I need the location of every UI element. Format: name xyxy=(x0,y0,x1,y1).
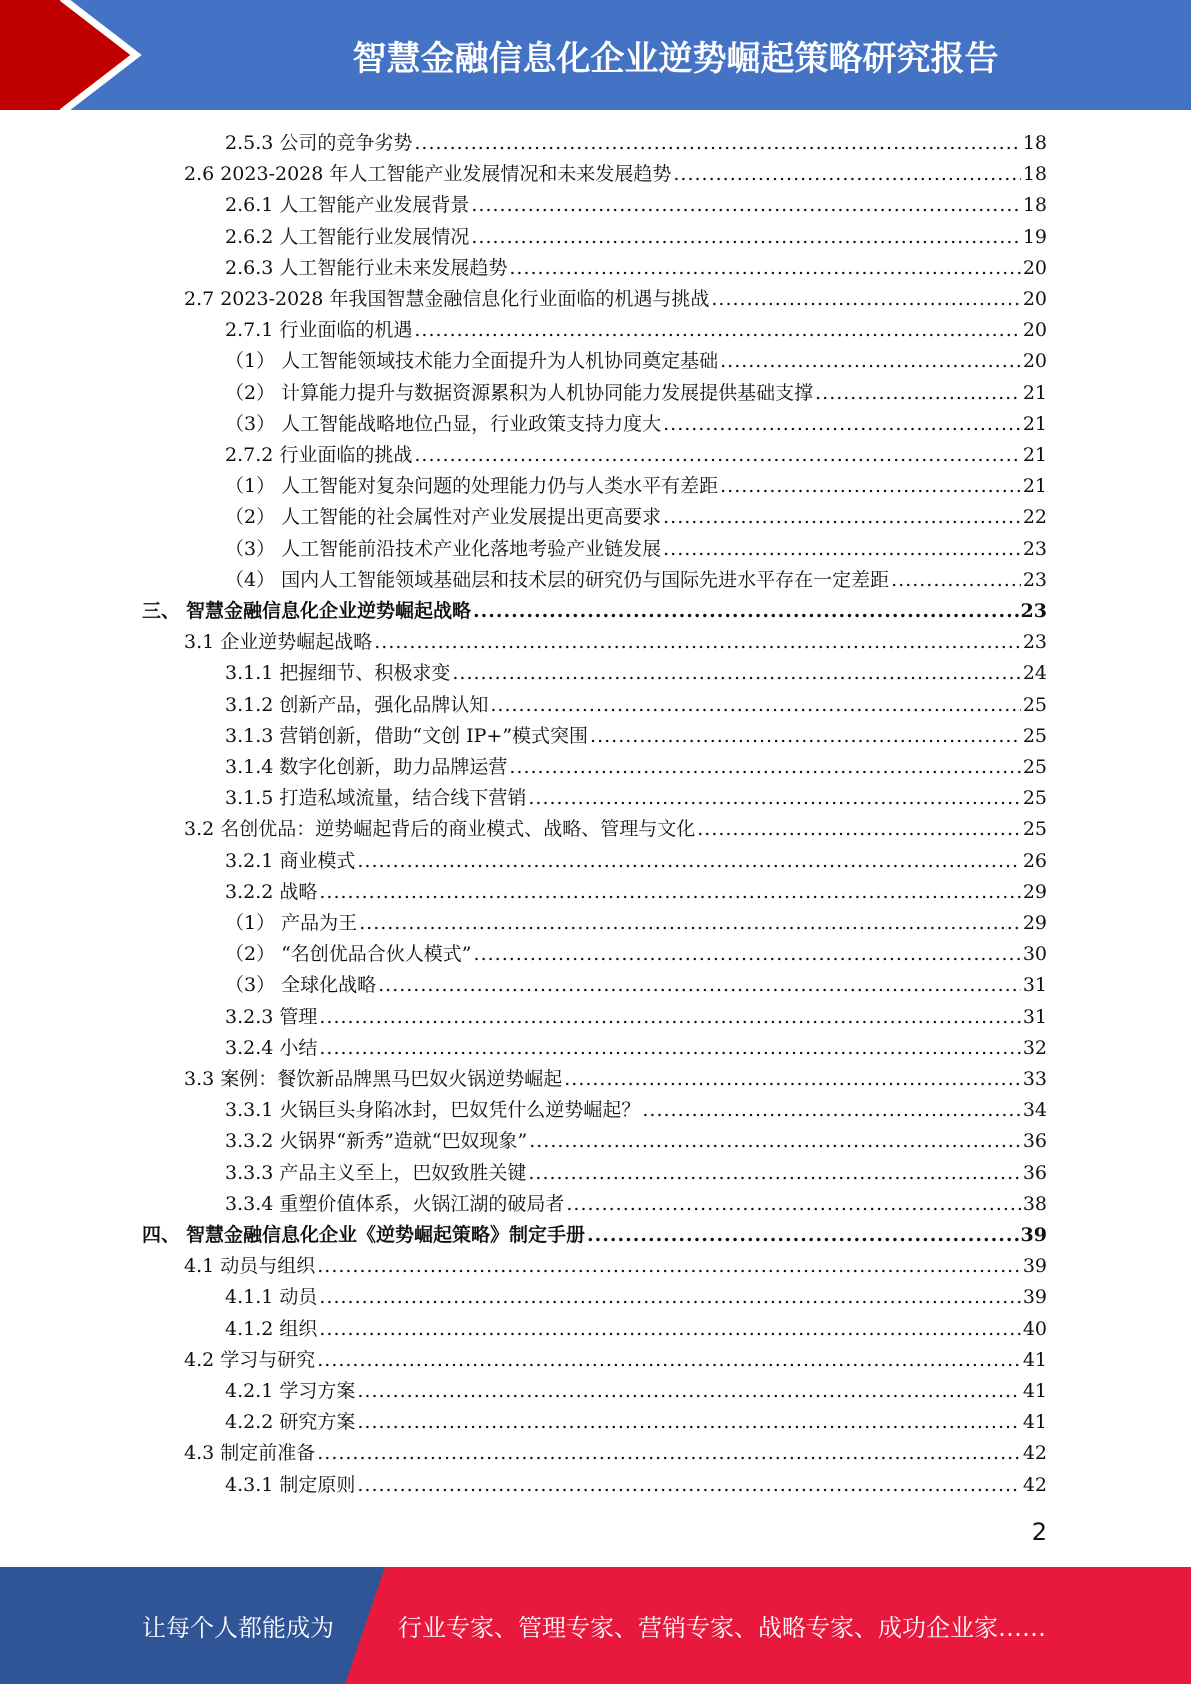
toc-entry[interactable] xyxy=(225,658,1047,689)
toc-entry-number: （1） xyxy=(225,350,276,373)
toc-entry-number: （2） xyxy=(225,943,276,966)
toc-entry-page: 23 xyxy=(1020,600,1047,622)
toc-entry-title: 制定原则 xyxy=(279,1473,356,1496)
toc-entry[interactable] xyxy=(225,190,1047,221)
toc-dot-leader xyxy=(564,1064,1021,1095)
toc-entry-page: 18 xyxy=(1022,163,1047,186)
toc-entry-number: （2） xyxy=(225,381,276,404)
toc-entry-title: 人工智能行业发展情况 xyxy=(279,225,470,248)
toc-entry-page: 25 xyxy=(1022,818,1047,841)
toc-entry-title: 小结 xyxy=(279,1036,318,1059)
footer-slogan-left: 让每个人都能成为 xyxy=(142,1614,334,1642)
toc-entry-number: 4.1 xyxy=(184,1255,215,1278)
toc-entry-page: 39 xyxy=(1022,1255,1047,1278)
toc-entry-page: 40 xyxy=(1022,1317,1047,1340)
toc-dot-leader xyxy=(319,877,1020,908)
toc-dot-leader xyxy=(357,1407,1020,1438)
toc-entry-page: 39 xyxy=(1022,1286,1047,1309)
toc-entry-title: 人工智能战略地位凸显，行业政策支持力度大 xyxy=(281,412,662,435)
toc-entry-page: 41 xyxy=(1022,1380,1047,1402)
toc-entry-page: 36 xyxy=(1022,1161,1047,1184)
toc-entry-number: （3） xyxy=(225,537,276,560)
toc-entry-number: 3.2 xyxy=(184,818,215,841)
toc-entry-number: 3.3.2 xyxy=(225,1130,274,1153)
toc-dot-leader xyxy=(471,222,1020,253)
toc-entry-number: 三、 xyxy=(142,600,181,622)
toc-entry[interactable] xyxy=(184,1438,1047,1469)
toc-entry[interactable] xyxy=(142,596,1047,627)
toc-entry-title: 企业逆势崛起战略 xyxy=(220,631,373,654)
toc-entry-page: 19 xyxy=(1022,225,1047,248)
toc-entry[interactable] xyxy=(225,721,1047,752)
toc-entry[interactable] xyxy=(225,877,1047,908)
page-header xyxy=(0,0,1191,110)
toc-dot-leader xyxy=(317,1251,1021,1282)
toc-entry-title: 组织 xyxy=(279,1317,318,1340)
toc-dot-leader xyxy=(414,315,1020,346)
toc-entry-page: 30 xyxy=(1022,943,1047,966)
toc-entry-page: 39 xyxy=(1020,1224,1047,1246)
toc-entry[interactable] xyxy=(225,939,1047,970)
toc-entry-number: 3.3.1 xyxy=(225,1099,274,1122)
toc-entry-number: 3.1 xyxy=(184,631,215,654)
toc-entry-page: 36 xyxy=(1022,1130,1047,1153)
toc-entry[interactable] xyxy=(225,222,1047,253)
toc-entry-page: 41 xyxy=(1022,1348,1047,1371)
toc-entry[interactable] xyxy=(225,908,1047,939)
toc-dot-leader xyxy=(319,1002,1020,1033)
toc-entry-title: 火锅巨头身陷冰封，巴奴凭什么逆势崛起？ xyxy=(279,1099,641,1122)
toc-entry-title: 研究方案 xyxy=(279,1411,356,1434)
toc-entry-page: 42 xyxy=(1022,1442,1047,1465)
page-number: 2 xyxy=(1031,1518,1047,1546)
toc-dot-leader xyxy=(663,409,1021,440)
toc-entry[interactable] xyxy=(225,970,1047,1001)
toc-entry[interactable] xyxy=(225,346,1047,377)
toc-entry[interactable] xyxy=(142,1220,1047,1251)
toc-entry-title: “名创优品合伙人模式” xyxy=(281,943,472,966)
footer-slogan-right: 行业专家、管理专家、营销专家、战略专家、成功企业家…… xyxy=(398,1614,1046,1642)
toc-dot-leader xyxy=(566,1189,1020,1220)
red-chevron-icon xyxy=(0,0,160,110)
toc-entry-title: 人工智能产业发展背景 xyxy=(279,194,470,217)
toc-entry-page: 21 xyxy=(1022,412,1047,435)
toc-entry[interactable] xyxy=(225,690,1047,721)
toc-entry-title: 智慧金融信息化企业《逆势崛起策略》制定手册 xyxy=(186,1224,586,1246)
toc-entry-title: 打造私域流量，结合线下营销 xyxy=(279,787,527,810)
toc-entry-number: （4） xyxy=(225,568,276,591)
toc-entry[interactable] xyxy=(225,128,1047,159)
toc-dot-leader xyxy=(590,721,1021,752)
toc-entry-number: 2.7.1 xyxy=(225,319,274,342)
toc-entry-title: 重塑价值体系，火锅江湖的破局者 xyxy=(279,1192,565,1215)
toc-entry-number: 2.7.2 xyxy=(225,444,274,466)
toc-entry[interactable] xyxy=(225,378,1047,409)
page-footer xyxy=(0,1567,1191,1684)
toc-entry-title: 行业面临的挑战 xyxy=(279,444,413,466)
toc-entry-title: 2023-2028 年我国智慧金融信息化行业面临的机遇与挑战 xyxy=(220,288,710,310)
toc-dot-leader xyxy=(414,128,1020,159)
toc-entry-title: 管理 xyxy=(279,1005,318,1028)
toc-entry-number: 2.6.1 xyxy=(225,194,274,217)
toc-entry-title: 动员 xyxy=(279,1286,318,1309)
toc-dot-leader xyxy=(673,159,1020,190)
toc-dot-leader xyxy=(319,1282,1020,1313)
toc-entry-page: 23 xyxy=(1022,631,1047,654)
toc-dot-leader xyxy=(711,284,1020,315)
toc-dot-leader xyxy=(317,1438,1021,1469)
toc-entry[interactable] xyxy=(184,159,1047,190)
toc-entry[interactable] xyxy=(225,440,1047,471)
toc-dot-leader xyxy=(319,1033,1020,1064)
toc-entry[interactable] xyxy=(225,752,1047,783)
toc-entry-number: 4.2.1 xyxy=(225,1380,274,1402)
toc-entry-title: 国内人工智能领域基础层和技术层的研究仍与国际先进水平存在一定差距 xyxy=(281,568,890,591)
toc-entry-number: 2.5.3 xyxy=(225,132,274,154)
toc-entry-title: 制定前准备 xyxy=(220,1442,316,1465)
toc-dot-leader xyxy=(720,346,1021,377)
toc-dot-leader xyxy=(587,1220,1019,1251)
report-title: 智慧金融信息化企业逆势崛起策略研究报告 xyxy=(352,38,999,79)
toc-entry[interactable] xyxy=(225,471,1047,502)
toc-entry-title: 人工智能行业未来发展趋势 xyxy=(279,256,508,279)
toc-entry[interactable] xyxy=(225,1314,1047,1345)
toc-dot-leader xyxy=(509,253,1020,284)
toc-entry-page: 18 xyxy=(1022,132,1047,154)
toc-entry-number: 3.2.1 xyxy=(225,849,274,872)
toc-entry-title: 动员与组织 xyxy=(220,1255,316,1278)
toc-entry-page: 29 xyxy=(1022,912,1047,934)
toc-entry-number: 2.7 xyxy=(184,288,215,310)
toc-dot-leader xyxy=(357,846,1020,877)
toc-dot-leader xyxy=(452,658,1020,689)
toc-entry-page: 26 xyxy=(1022,849,1047,872)
toc-entry-page: 20 xyxy=(1022,350,1047,373)
toc-dot-leader xyxy=(357,1376,1020,1407)
toc-entry[interactable] xyxy=(225,1095,1047,1126)
toc-entry-title: 产品为王 xyxy=(281,912,358,934)
toc-entry-title: 人工智能对复杂问题的处理能力仍与人类水平有差距 xyxy=(281,475,719,498)
toc-entry-page: 24 xyxy=(1022,662,1047,685)
toc-dot-leader xyxy=(697,814,1021,845)
toc-dot-leader xyxy=(473,596,1019,627)
toc-entry-page: 18 xyxy=(1022,194,1047,217)
toc-entry-title: 全球化战略 xyxy=(281,974,377,997)
toc-entry-number: 4.2.2 xyxy=(225,1411,274,1434)
toc-entry-page: 25 xyxy=(1022,693,1047,716)
toc-entry-page: 25 xyxy=(1022,724,1047,747)
toc-entry-title: 2023-2028 年人工智能产业发展情况和未来发展趋势 xyxy=(220,163,672,186)
toc-dot-leader xyxy=(663,502,1021,533)
toc-dot-leader xyxy=(471,190,1020,221)
toc-dot-leader xyxy=(474,939,1021,970)
toc-entry-title: 案例：餐饮新品牌黑马巴奴火锅逆势崛起 xyxy=(220,1068,563,1090)
toc-entry[interactable] xyxy=(225,1376,1047,1407)
toc-entry[interactable] xyxy=(225,534,1047,565)
toc-entry-number: （3） xyxy=(225,974,276,997)
toc-entry[interactable] xyxy=(225,1033,1047,1064)
toc-dot-leader xyxy=(528,783,1020,814)
toc-entry-number: 3.2.3 xyxy=(225,1005,274,1028)
toc-entry-page: 38 xyxy=(1022,1192,1047,1215)
toc-entry-title: 公司的竞争劣势 xyxy=(279,132,413,154)
toc-entry-number: 4.2 xyxy=(184,1348,215,1371)
toc-entry-title: 数字化创新，助力品牌运营 xyxy=(279,756,508,778)
toc-entry-number: 4.3 xyxy=(184,1442,215,1465)
toc-entry[interactable] xyxy=(225,1470,1047,1501)
toc-entry[interactable] xyxy=(184,814,1047,845)
toc-dot-leader xyxy=(529,1126,1021,1157)
toc-entry-title: 学习与研究 xyxy=(220,1348,316,1371)
toc-dot-leader xyxy=(642,1095,1020,1126)
toc-entry-number: 3.3 xyxy=(184,1068,215,1090)
toc-entry[interactable] xyxy=(225,1189,1047,1220)
toc-dot-leader xyxy=(357,1470,1020,1501)
toc-entry-number: 3.1.2 xyxy=(225,693,274,716)
toc-entry-title: 人工智能前沿技术产业化落地考验产业链发展 xyxy=(281,537,662,560)
toc-entry-page: 20 xyxy=(1022,319,1047,342)
toc-entry-page: 21 xyxy=(1022,444,1047,466)
toc-entry-page: 31 xyxy=(1022,974,1047,997)
toc-dot-leader xyxy=(815,378,1021,409)
toc-entry-page: 22 xyxy=(1022,506,1047,529)
toc-entry-page: 34 xyxy=(1022,1099,1047,1122)
toc-entry-page: 41 xyxy=(1022,1411,1047,1434)
toc-entry[interactable] xyxy=(225,1407,1047,1438)
toc-dot-leader xyxy=(490,690,1020,721)
toc-entry-page: 21 xyxy=(1022,475,1047,498)
toc-entry-title: 创新产品，强化品牌认知 xyxy=(279,693,489,716)
toc-entry-page: 33 xyxy=(1022,1068,1047,1090)
toc-entry[interactable] xyxy=(225,846,1047,877)
toc-entry-number: 3.2.4 xyxy=(225,1036,274,1059)
toc-entry[interactable] xyxy=(225,1126,1047,1157)
toc-entry-number: 3.1.5 xyxy=(225,787,274,810)
toc-entry-title: 人工智能领域技术能力全面提升为人机协同奠定基础 xyxy=(281,350,719,373)
toc-dot-leader xyxy=(720,471,1021,502)
toc-entry-page: 25 xyxy=(1022,756,1047,778)
toc-entry-title: 行业面临的机遇 xyxy=(279,319,413,342)
toc-entry-title: 商业模式 xyxy=(279,849,356,872)
toc-entry-number: 3.1.1 xyxy=(225,662,274,685)
toc-dot-leader xyxy=(414,440,1020,471)
toc-entry[interactable] xyxy=(225,253,1047,284)
toc-dot-leader xyxy=(509,752,1020,783)
toc-entry[interactable] xyxy=(225,409,1047,440)
toc-entry[interactable] xyxy=(184,1064,1047,1095)
toc-entry-number: （1） xyxy=(225,912,276,934)
toc-entry-title: 计算能力提升与数据资源累积为人机协同能力发展提供基础支撑 xyxy=(281,381,814,404)
toc-entry-number: 2.6.3 xyxy=(225,256,274,279)
toc-dot-leader xyxy=(319,1314,1020,1345)
toc-entry-title: 智慧金融信息化企业逆势崛起战略 xyxy=(186,600,472,622)
toc-dot-leader xyxy=(317,1345,1021,1376)
toc-entry[interactable] xyxy=(225,1158,1047,1189)
toc-entry-page: 32 xyxy=(1022,1036,1047,1059)
toc-entry-number: 4.1.1 xyxy=(225,1286,274,1309)
toc-entry[interactable] xyxy=(225,1282,1047,1313)
toc-dot-leader xyxy=(528,1158,1020,1189)
toc-entry-page: 29 xyxy=(1022,880,1047,903)
toc-entry[interactable] xyxy=(184,627,1047,658)
toc-entry-title: 火锅界“新秀”造就“巴奴现象” xyxy=(279,1130,528,1153)
toc-entry-title: 把握细节、积极求变 xyxy=(279,662,451,685)
toc-entry-page: 23 xyxy=(1022,568,1047,591)
toc-entry-title: 战略 xyxy=(279,880,318,903)
toc-dot-leader xyxy=(891,565,1021,596)
toc-entry-page: 31 xyxy=(1022,1005,1047,1028)
toc-entry-page: 23 xyxy=(1022,537,1047,560)
toc-entry[interactable] xyxy=(184,284,1047,315)
toc-entry-page: 21 xyxy=(1022,381,1047,404)
toc-entry-number: 4.1.2 xyxy=(225,1317,274,1340)
toc-entry-number: 3.1.4 xyxy=(225,756,274,778)
toc-dot-leader xyxy=(663,534,1021,565)
toc-entry[interactable] xyxy=(225,502,1047,533)
toc-dot-leader xyxy=(359,908,1021,939)
toc-entry-number: 4.3.1 xyxy=(225,1473,274,1496)
toc-entry-number: 2.6.2 xyxy=(225,225,274,248)
toc-entry[interactable] xyxy=(225,565,1047,596)
toc-entry-number: （2） xyxy=(225,506,276,529)
toc-entry-page: 20 xyxy=(1022,288,1047,310)
toc-entry-number: 3.2.2 xyxy=(225,880,274,903)
toc-entry[interactable] xyxy=(184,1345,1047,1376)
toc-entry[interactable] xyxy=(225,1002,1047,1033)
toc-entry-number: （1） xyxy=(225,475,276,498)
toc-entry-number: （3） xyxy=(225,412,276,435)
toc-entry-number: 3.3.3 xyxy=(225,1161,274,1184)
toc-entry-title: 学习方案 xyxy=(279,1380,356,1402)
toc-entry-page: 25 xyxy=(1022,787,1047,810)
toc-entry[interactable] xyxy=(225,315,1047,346)
toc-dot-leader xyxy=(378,970,1021,1001)
toc-entry-title: 人工智能的社会属性对产业发展提出更高要求 xyxy=(281,506,662,529)
toc-entry-page: 20 xyxy=(1022,256,1047,279)
toc-entry-number: 3.3.4 xyxy=(225,1192,274,1215)
toc-entry-title: 营销创新，借助“文创 IP+”模式突围 xyxy=(279,724,589,747)
toc-entry-title: 产品主义至上，巴奴致胜关键 xyxy=(279,1161,527,1184)
toc-entry-title: 名创优品：逆势崛起背后的商业模式、战略、管理与文化 xyxy=(220,818,696,841)
toc-entry-number: 2.6 xyxy=(184,163,215,186)
toc-entry-page: 42 xyxy=(1022,1473,1047,1496)
toc-entry-number: 四、 xyxy=(142,1224,181,1246)
toc-entry[interactable] xyxy=(184,1251,1047,1282)
toc-entry-number: 3.1.3 xyxy=(225,724,274,747)
toc-dot-leader xyxy=(374,627,1021,658)
toc-entry[interactable] xyxy=(225,783,1047,814)
